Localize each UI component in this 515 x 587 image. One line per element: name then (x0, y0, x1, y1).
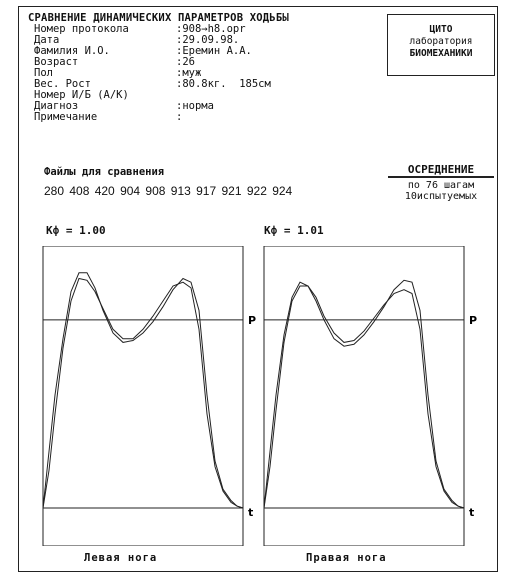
field-label-case-number: Номер И/Б (А/К) (34, 89, 129, 101)
field-label-note: Примечание (34, 111, 98, 123)
averaging-steps: по 76 шагам (407, 180, 475, 191)
field-value-weight-height: :80.8кг. 185см (176, 78, 271, 90)
right-chart-frame (264, 246, 464, 546)
protocol-value: 908→h8.opr (182, 23, 246, 35)
left-series-2 (43, 279, 243, 509)
right-t-label: t (469, 506, 475, 519)
field-label-weight-height: Вес. Рост (34, 78, 91, 90)
field-label-date: Дата (34, 34, 60, 46)
right-series-1 (264, 280, 464, 508)
averaging-subjects: 10испытуемых (404, 191, 478, 202)
left-series-1 (43, 273, 243, 508)
date-value: 29.09.98. (182, 34, 240, 46)
field-label-age: Возраст (34, 56, 79, 68)
kf-left: Кф = 1.00 (46, 224, 106, 237)
files-title: Файлы для сравнения (44, 166, 165, 178)
lab-box (387, 14, 495, 76)
field-label-diagnosis: Диагноз (34, 100, 79, 112)
left-leg-chart (34, 246, 264, 546)
sex-value: муж (182, 67, 202, 79)
right-leg-chart (255, 246, 485, 546)
left-t-label: t (248, 506, 254, 519)
field-label-sex: Пол (34, 67, 53, 79)
right-P-label: P (469, 313, 478, 327)
left-chart-frame (43, 246, 243, 546)
page-title: СРАВНЕНИЕ ДИНАМИЧЕСКИХ ПАРАМЕТРОВ ХОДЬБЫ (28, 12, 289, 24)
field-value-date: :29.09.98. (176, 34, 240, 46)
weight-height-value: 80.8кг. 185см (182, 78, 271, 90)
field-value-diagnosis: :норма (176, 100, 214, 112)
field-label-protocol: Номер протокола (34, 23, 129, 35)
age-value: 26 (182, 56, 195, 68)
lab-line-1: ЦИТО (429, 24, 453, 35)
left-P-label: P (248, 313, 257, 327)
right-leg-label: Правая нога (306, 552, 387, 564)
field-value-name: :Еремин А.А. (176, 45, 252, 57)
lab-line-3: БИОМЕХАНИКИ (409, 48, 473, 59)
name-value: Еремин А.А. (182, 45, 252, 57)
kf-right: Кф = 1.01 (264, 224, 324, 237)
right-series-2 (264, 286, 464, 508)
averaging-box (388, 164, 494, 202)
left-leg-label: Левая нога (84, 552, 158, 564)
lab-line-2: лаборатория (409, 36, 473, 47)
field-label-name: Фамилия И.О. (34, 45, 110, 57)
field-value-note: : (176, 111, 183, 123)
field-value-age: :26 (176, 56, 195, 68)
diagnosis-value: норма (182, 100, 214, 112)
files-list: 280 408 420 904 908 913 917 921 922 924 (44, 184, 293, 198)
averaging-title: ОСРЕДНЕНИЕ (388, 164, 494, 178)
field-value-sex: :муж (176, 67, 202, 79)
field-value-protocol: :908→h8.opr (176, 23, 246, 35)
